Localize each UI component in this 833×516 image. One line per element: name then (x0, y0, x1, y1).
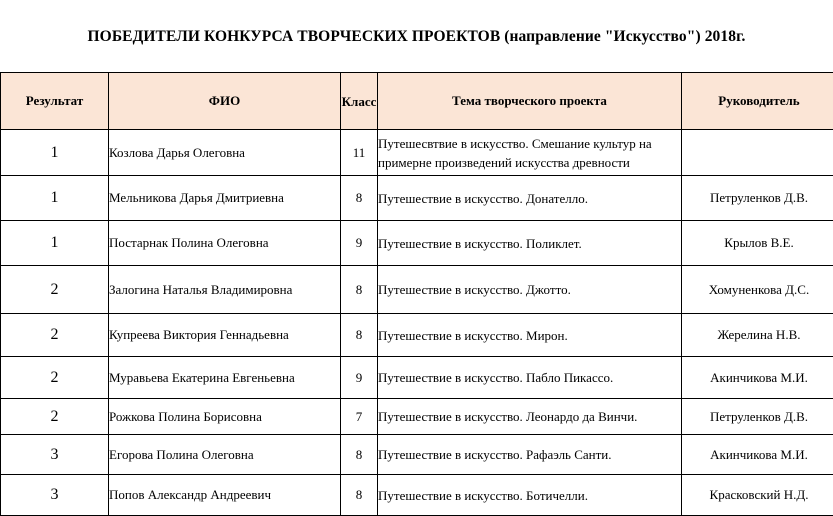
cell-leader: Хомуненкова Д.С. (682, 266, 833, 314)
table-row (1, 176, 833, 221)
cell-leader: Жерелина Н.В. (682, 314, 833, 357)
table-row (1, 435, 833, 475)
header-fio: ФИО (109, 73, 341, 130)
cell-class: 8 (341, 266, 378, 314)
table-row (1, 314, 833, 357)
page-title: ПОБЕДИТЕЛИ КОНКУРСА ТВОРЧЕСКИХ ПРОЕКТОВ (направление "Искусство") 2018г. (0, 28, 833, 46)
cell-leader: Акинчикова М.И. (682, 435, 833, 475)
cell-result: 2 (1, 399, 109, 435)
cell-leader: Акинчикова М.И. (682, 357, 833, 399)
cell-topic: Путешествие в искусство. Ботичелли. (378, 475, 682, 516)
table-row (1, 221, 833, 266)
table-header-row (1, 73, 833, 130)
cell-result: 3 (1, 435, 109, 475)
cell-class: 8 (341, 435, 378, 475)
cell-leader: Петруленков Д.В. (682, 399, 833, 435)
header-leader: Руководитель (682, 73, 833, 130)
cell-fio: Рожкова Полина Борисовна (109, 399, 341, 435)
cell-topic: Путешествие в искусство. Леонардо да Винчи. (378, 399, 682, 435)
winners-table (0, 72, 833, 516)
cell-topic: Путешествие в искусство. Джотто. (378, 266, 682, 314)
cell-class: 11 (341, 130, 378, 176)
cell-class: 9 (341, 221, 378, 266)
cell-topic: Путешествие в искусство. Донателло. (378, 176, 682, 221)
cell-topic: Путешествие в искусство. Пабло Пикассо. (378, 357, 682, 399)
cell-fio: Мельникова Дарья Дмитриевна (109, 176, 341, 221)
cell-topic: Путешествие в искусство. Поликлет. (378, 221, 682, 266)
header-class: Класс (341, 73, 378, 130)
cell-fio: Попов Александр Андреевич (109, 475, 341, 516)
header-topic: Тема творческого проекта (378, 73, 682, 130)
table-row (1, 357, 833, 399)
cell-result: 1 (1, 130, 109, 176)
cell-class: 8 (341, 475, 378, 516)
cell-fio: Залогина Наталья Владимировна (109, 266, 341, 314)
cell-fio: Постарнак Полина Олеговна (109, 221, 341, 266)
cell-leader (682, 130, 833, 176)
header-result: Результат (1, 73, 109, 130)
cell-result: 1 (1, 176, 109, 221)
cell-fio: Егорова Полина Олеговна (109, 435, 341, 475)
cell-class: 9 (341, 357, 378, 399)
cell-fio: Купреева Виктория Геннадьевна (109, 314, 341, 357)
table-row (1, 399, 833, 435)
cell-fio: Муравьева Екатерина Евгеньевна (109, 357, 341, 399)
cell-class: 8 (341, 314, 378, 357)
cell-leader: Красковский Н.Д. (682, 475, 833, 516)
cell-result: 3 (1, 475, 109, 516)
table-row (1, 130, 833, 176)
cell-class: 8 (341, 176, 378, 221)
cell-topic: Путешествие в искусство. Мирон. (378, 314, 682, 357)
cell-topic: Путешесвтвие в искусство. Смешание культур на примерне произведений искусства древности (378, 130, 682, 176)
cell-class: 7 (341, 399, 378, 435)
cell-leader: Петруленков Д.В. (682, 176, 833, 221)
cell-result: 2 (1, 266, 109, 314)
cell-leader: Крылов В.Е. (682, 221, 833, 266)
cell-result: 2 (1, 357, 109, 399)
table-row (1, 475, 833, 516)
cell-fio: Козлова Дарья Олеговна (109, 130, 341, 176)
cell-result: 1 (1, 221, 109, 266)
table-row (1, 266, 833, 314)
cell-result: 2 (1, 314, 109, 357)
cell-topic: Путешествие в искусство. Рафаэль Санти. (378, 435, 682, 475)
